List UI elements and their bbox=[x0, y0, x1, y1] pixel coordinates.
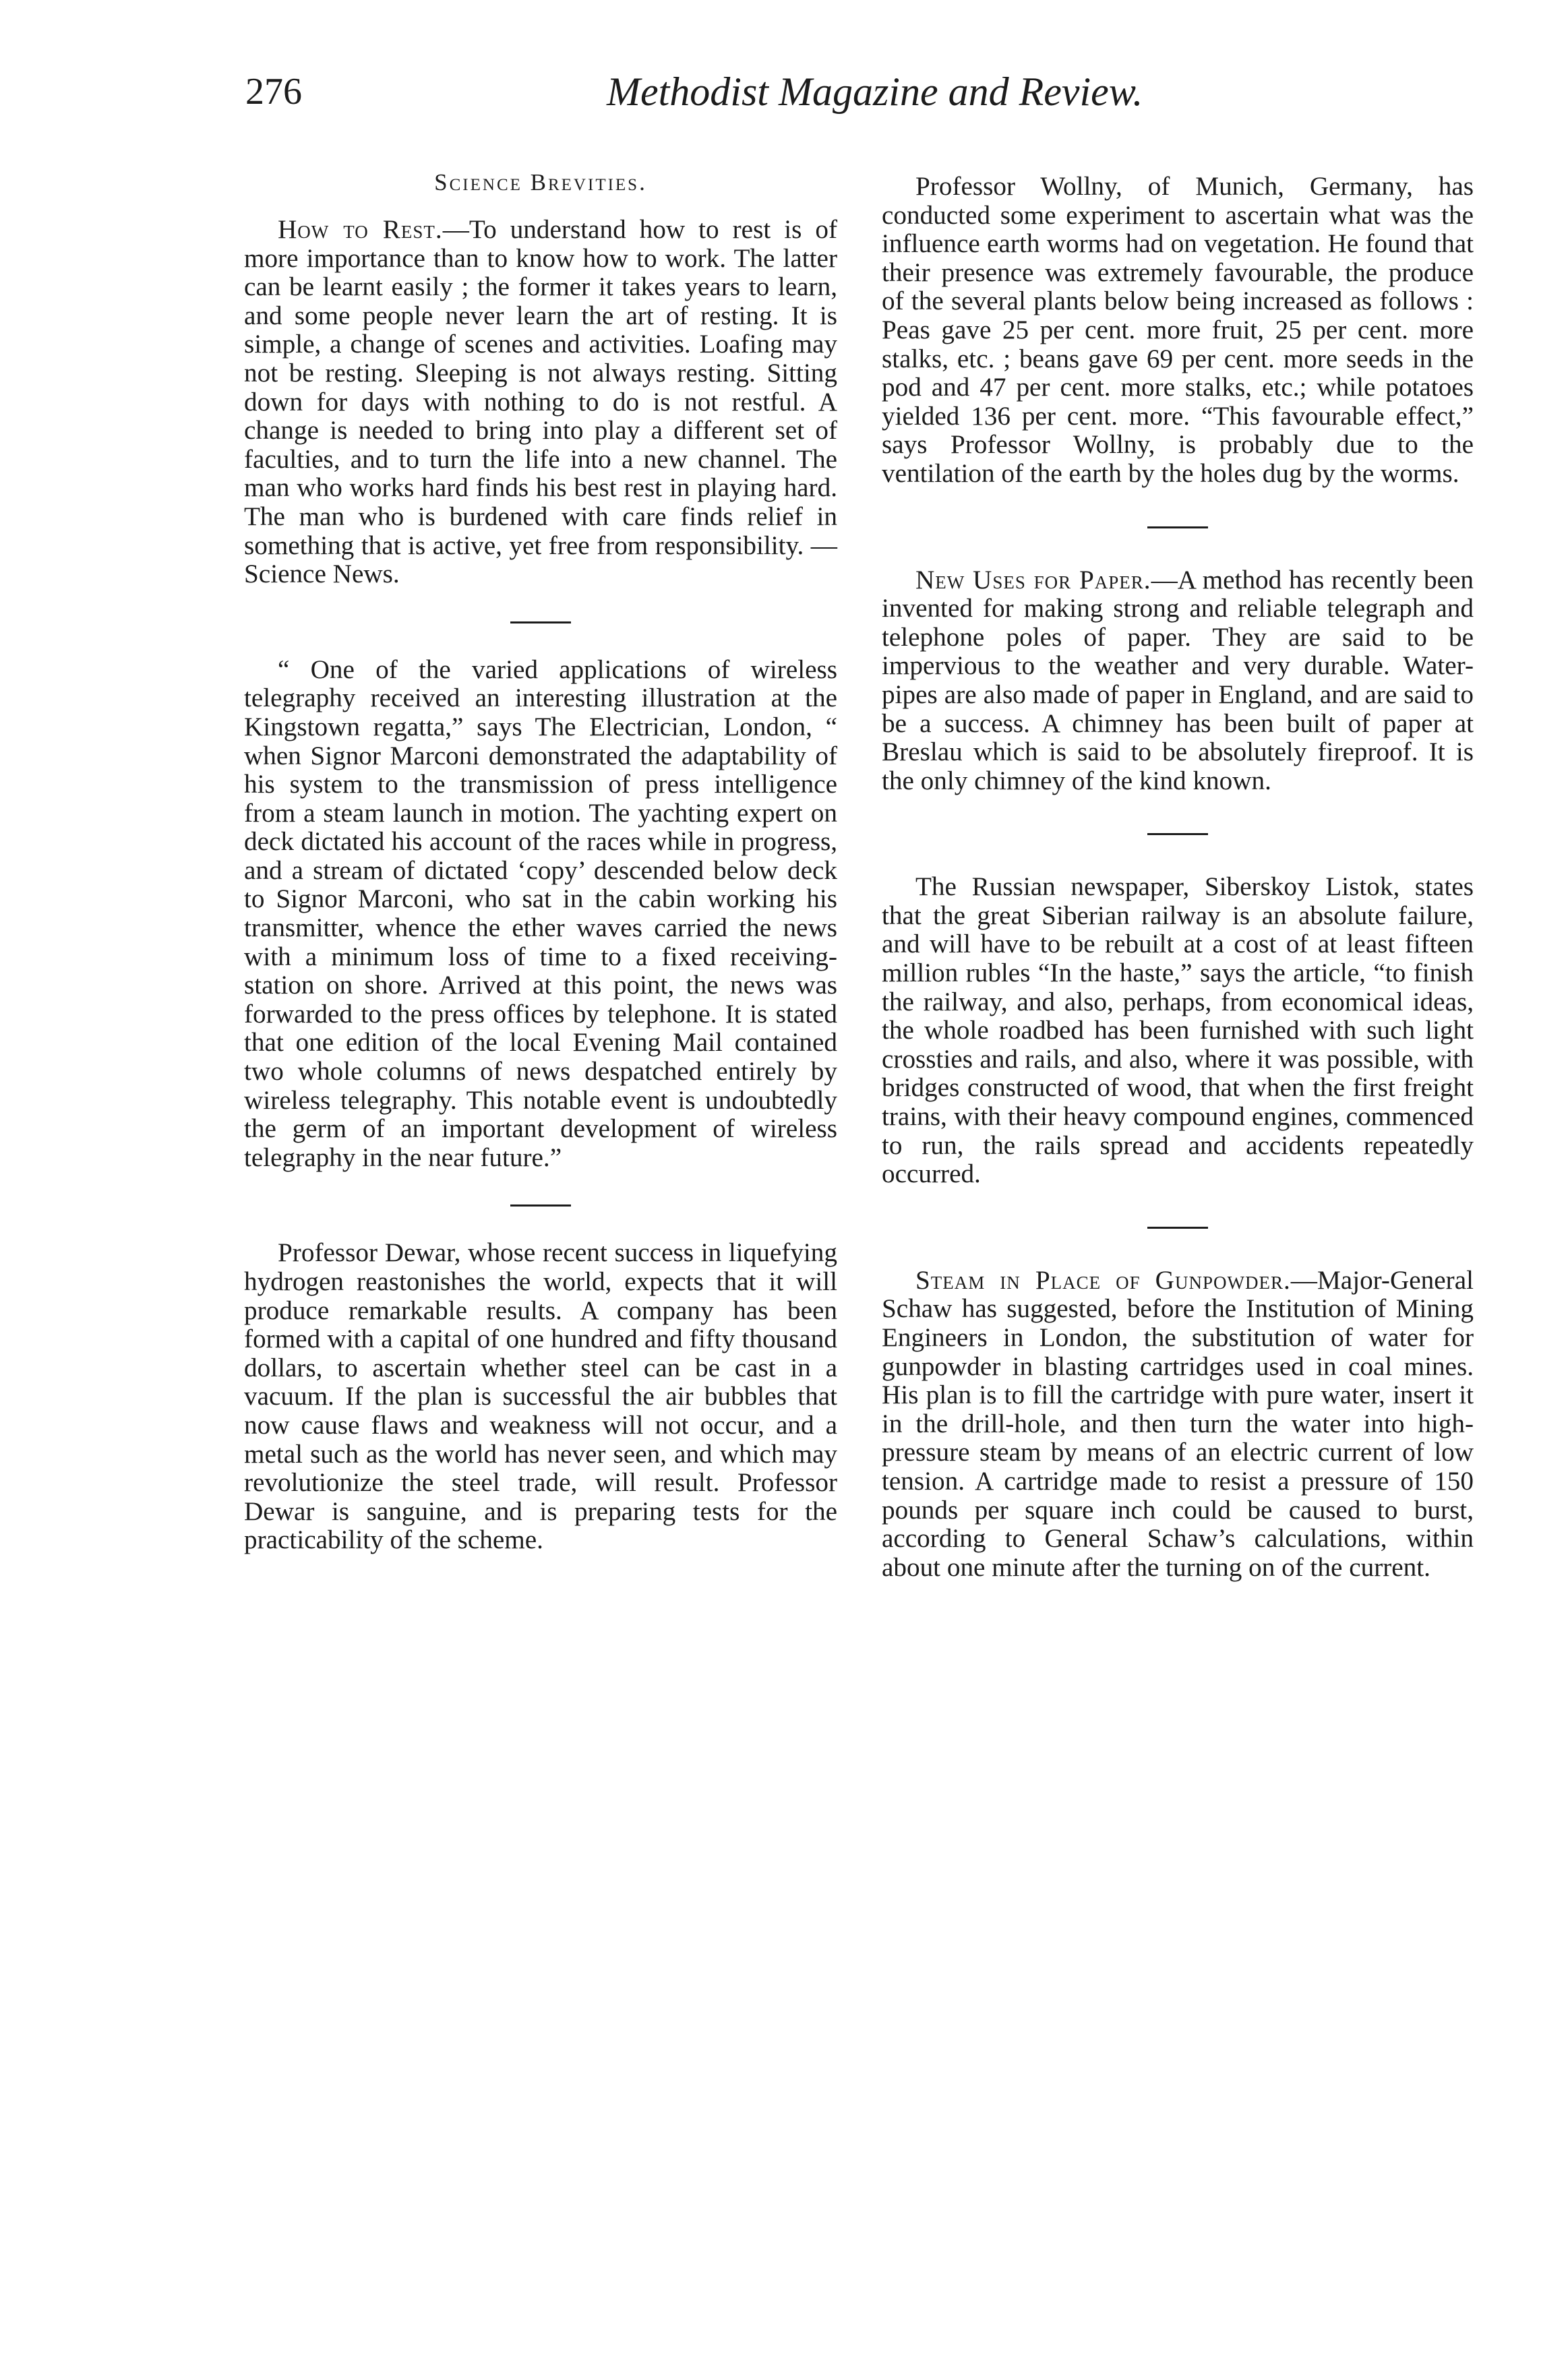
left-column bbox=[244, 169, 837, 1555]
page-number: 276 bbox=[245, 71, 302, 113]
right-column bbox=[882, 169, 1474, 1582]
article-wireless-telegraphy: “ One of the varied applications of wireless telegraphy received an interesting illustration at the Kingstown regatta,” says The Electrician, London, “ when Signor Marconi demonstrated the adaptability of his system to the transmission of press intelligence from a steam launch in motion. The yachting expert on deck dictated his account of the races while in progress, and a stream of dictated ‘copy’ descended below deck to Signor Marconi, who sat in the cabin working his transmitter, whence the ether waves carried the news with a minimum loss of time to a fixed receiving-station on shore. Arrived at this point, the news was forwarded to the press offices by telephone. It is stated that one edition of the local Evening Mail contained two whole columns of news despatched entirely by wireless telegraphy. This notable event is undoubtedly the germ of an important development of wireless telegraphy in the near future.” bbox=[244, 654, 837, 1172]
article-heading: Steam in Place of Gunpowder. bbox=[915, 1265, 1291, 1295]
article-professor-dewar: Professor Dewar, whose recent success in liquefying hydrogen reastonishes the world, expects that it will produce remarkable results. A company has been formed with a capital of one hundred and fifty thousand dollars, to ascertain whether steel can be cast in a vacuum. If the plan is successful the air bubbles that now cause flaws and weakness will not occur, and a metal such as the world has never seen, and which may revolutionize the steel trade, will result. Professor Dewar is sanguine, and is preparing tests for the practicability of the scheme. bbox=[244, 1238, 837, 1555]
running-title: Methodist Magazine and Review. bbox=[607, 69, 1143, 114]
article-siberian-railway: The Russian newspaper, Siberskoy Listok, states that the great Siberian railway is an absolute failure, and will have to be rebuilt at a cost of at least fifteen million rubles “In the haste,” says the article, “to finish the railway, and also, perhaps, from economical ideas, the whole roadbed has been furnished with such light crossties and rails, and also, where it was possible, with bridges constructed of wood, that when the first freight trains, with their heavy compound engines, commenced to run, the rails spread and accidents repeatedly occurred. bbox=[882, 872, 1474, 1189]
article-how-to-rest bbox=[244, 216, 837, 589]
section-heading: Science Brevities. bbox=[434, 169, 647, 195]
article-body: —A method has recently been invented for making strong and reliable telegraph and telephone poles of paper. They are said to be impervious to the weather and very durable. Water-pipes are also made of paper in England, and are said to be a success. A chimney has been built of paper at Breslau which is said to be absolutely fireproof. It is the only chimney of the kind known. bbox=[882, 565, 1474, 795]
article-steam-in-place-of-gunpowder bbox=[882, 1267, 1474, 1583]
article-body: —Major-General Schaw has suggested, before the Institution of Mining Engineers in London, the substitution of water for gunpowder in blasting cartridges used in coal mines. His plan is to fill the cartridge with pure water, insert it in the drill-hole, and then turn the water into high-pressure steam by means of an electric current of low tension. A cartridge made to resist a pressure of 150 pounds per square inch could be caused to burst, according to General Schaw’s calculations, within about one minute after the turning on of the current. bbox=[882, 1265, 1474, 1582]
article-professor-wollny: Professor Wollny, of Munich, Germany, has conducted some experiment to ascertain what was the influence earth worms had on vegetation. He found that their presence was extremely favourable, the produce of the several plants below being increased as follows : Peas gave 25 per cent. more fruit, 25 per cent. more stalks, etc. ; beans gave 69 per cent. more seeds in the pod and 47 per cent. more stalks, etc.; while potatoes yielded 136 per cent. more. “This favourable effect,” says Professor Wollny, is probably due to the ventilation of the earth by the holes dug by the worms. bbox=[882, 172, 1474, 488]
article-new-uses-for-paper bbox=[882, 566, 1474, 796]
article-heading: New Uses for Paper. bbox=[915, 565, 1151, 594]
article-body: —To understand how to rest is of more importance than to know how to work. The latter can be learnt easily ; the former it takes years to learn, and some people never learn the art of resting. It is simple, a change of scenes and activities. Loafing may not be resting. Sleeping is not always resting. Sitting down for days with nothing to do is not restful. A change is needed to bring into play a different set of faculties, and to turn the life into a new channel. The man who works hard finds his best rest in playing hard. The man who is burdened with care finds relief in something that is active, yet free from responsibility. —Science News. bbox=[244, 215, 837, 589]
article-heading: How to Rest. bbox=[278, 215, 443, 244]
